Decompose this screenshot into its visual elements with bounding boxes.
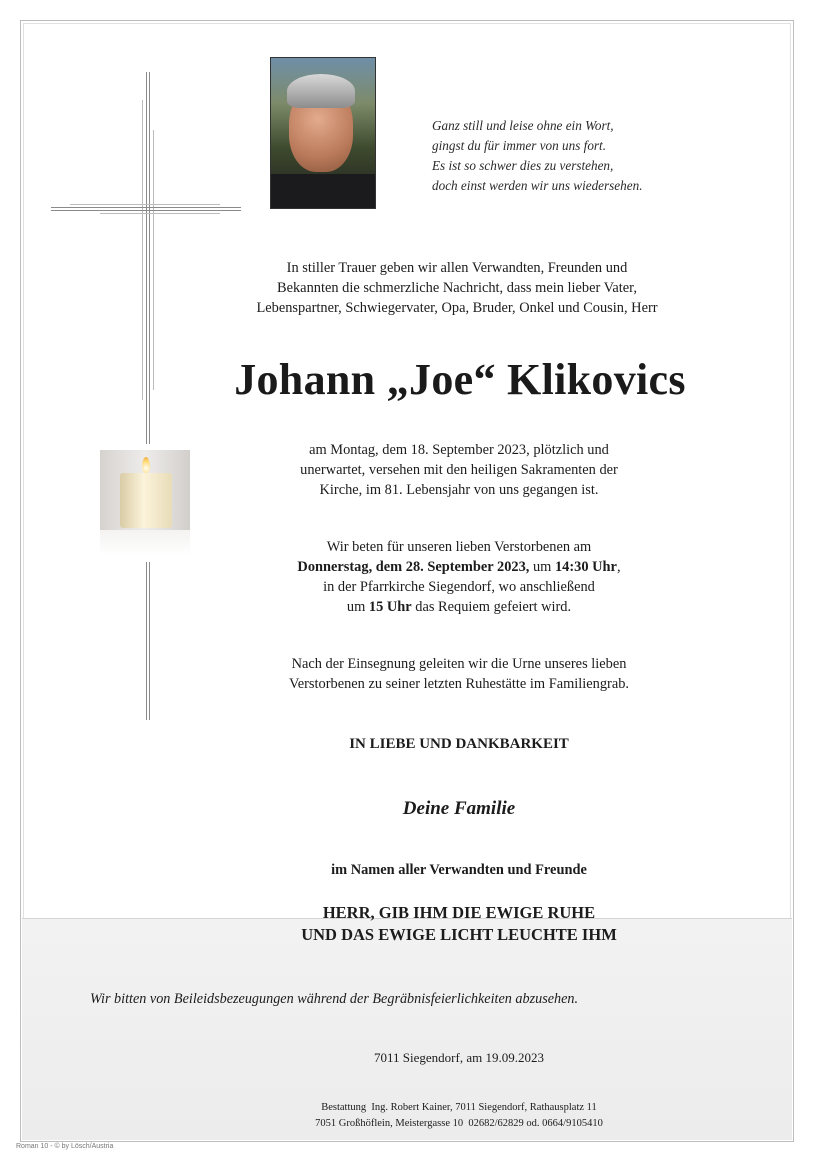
relatives-line: im Namen aller Verwandten und Freunde <box>331 862 587 878</box>
intro-line: In stiller Trauer geben wir allen Verwandten, Freunden und <box>286 260 628 276</box>
service-date-line <box>249 557 669 577</box>
prayer-text <box>209 902 709 946</box>
print-footer: Roman 10 - © by Lösch/Austria <box>16 1143 114 1150</box>
service-time: 14:30 Uhr <box>554 559 617 575</box>
death-notice-line: am Montag, dem 18. September 2023, plötzlich und <box>309 442 609 458</box>
prayer-line: HERR, GIB IHM DIE EWIGE RUHE <box>322 903 596 922</box>
undertaker-line: Bestattung Ing. Robert Kainer, 7011 Siegendorf, Rathausplatz 11 <box>321 1102 597 1113</box>
requiem-time: 15 Uhr <box>368 599 412 615</box>
poem-line: Es ist so schwer dies zu verstehen, <box>432 158 614 173</box>
undertaker-line: 7051 Großhöflein, Meistergasse 10 02682/62829 od. 0664/9105410 <box>315 1118 603 1129</box>
service-text: , <box>616 559 621 575</box>
memorial-poem <box>432 116 692 196</box>
service-date: Donnerstag, dem 28. September 2023, <box>297 559 530 575</box>
poem-line: gingst du für immer von uns fort. <box>432 138 607 153</box>
service-line: Wir beten für unseren lieben Verstorbenen am <box>326 539 592 555</box>
deceased-name: Johann „Joe“ Klikovics <box>234 355 686 404</box>
service-text: um <box>529 559 555 575</box>
service-text: das Requiem gefeiert wird. <box>411 599 572 615</box>
undertaker-info <box>240 1100 678 1132</box>
death-notice-line: Kirche, im 81. Lebensjahr von uns gegangen ist. <box>319 482 599 498</box>
prayer-line: UND DAS EWIGE LICHT LEUCHTE IHM <box>301 925 617 944</box>
love-gratitude-line: IN LIEBE UND DANKBARKEIT <box>349 736 569 752</box>
requiem-line <box>249 597 669 617</box>
burial-notice <box>219 654 699 694</box>
death-notice <box>249 440 669 500</box>
poem-line: doch einst werden wir uns wiedersehen. <box>432 178 643 193</box>
intro-line: Lebenspartner, Schwiegervater, Opa, Bruder, Onkel und Cousin, Herr <box>256 300 658 316</box>
place-date: 7011 Siegendorf, am 19.09.2023 <box>374 1050 544 1065</box>
announcement-intro <box>215 258 699 318</box>
poem-line: Ganz still und leise ohne ein Wort, <box>432 118 614 133</box>
burial-line: Nach der Einsegnung geleiten wir die Urne unseres lieben <box>291 656 627 672</box>
intro-line: Bekannten die schmerzliche Nachricht, dass mein lieber Vater, <box>277 280 637 296</box>
death-notice-line: unerwartet, versehen mit den heiligen Sakramenten der <box>300 462 618 478</box>
service-text: um <box>346 599 369 615</box>
portrait-photo <box>270 57 376 209</box>
service-details <box>249 537 669 617</box>
family-signature: Deine Familie <box>402 798 516 819</box>
service-line: in der Pfarrkirche Siegendorf, wo anschließend <box>323 579 595 595</box>
burial-line: Verstorbenen zu seiner letzten Ruhestätte im Familiengrab. <box>288 676 630 692</box>
condolence-note: Wir bitten von Beileidsbezeugungen während der Begräbnisfeierlichkeiten abzusehen. <box>90 991 579 1007</box>
